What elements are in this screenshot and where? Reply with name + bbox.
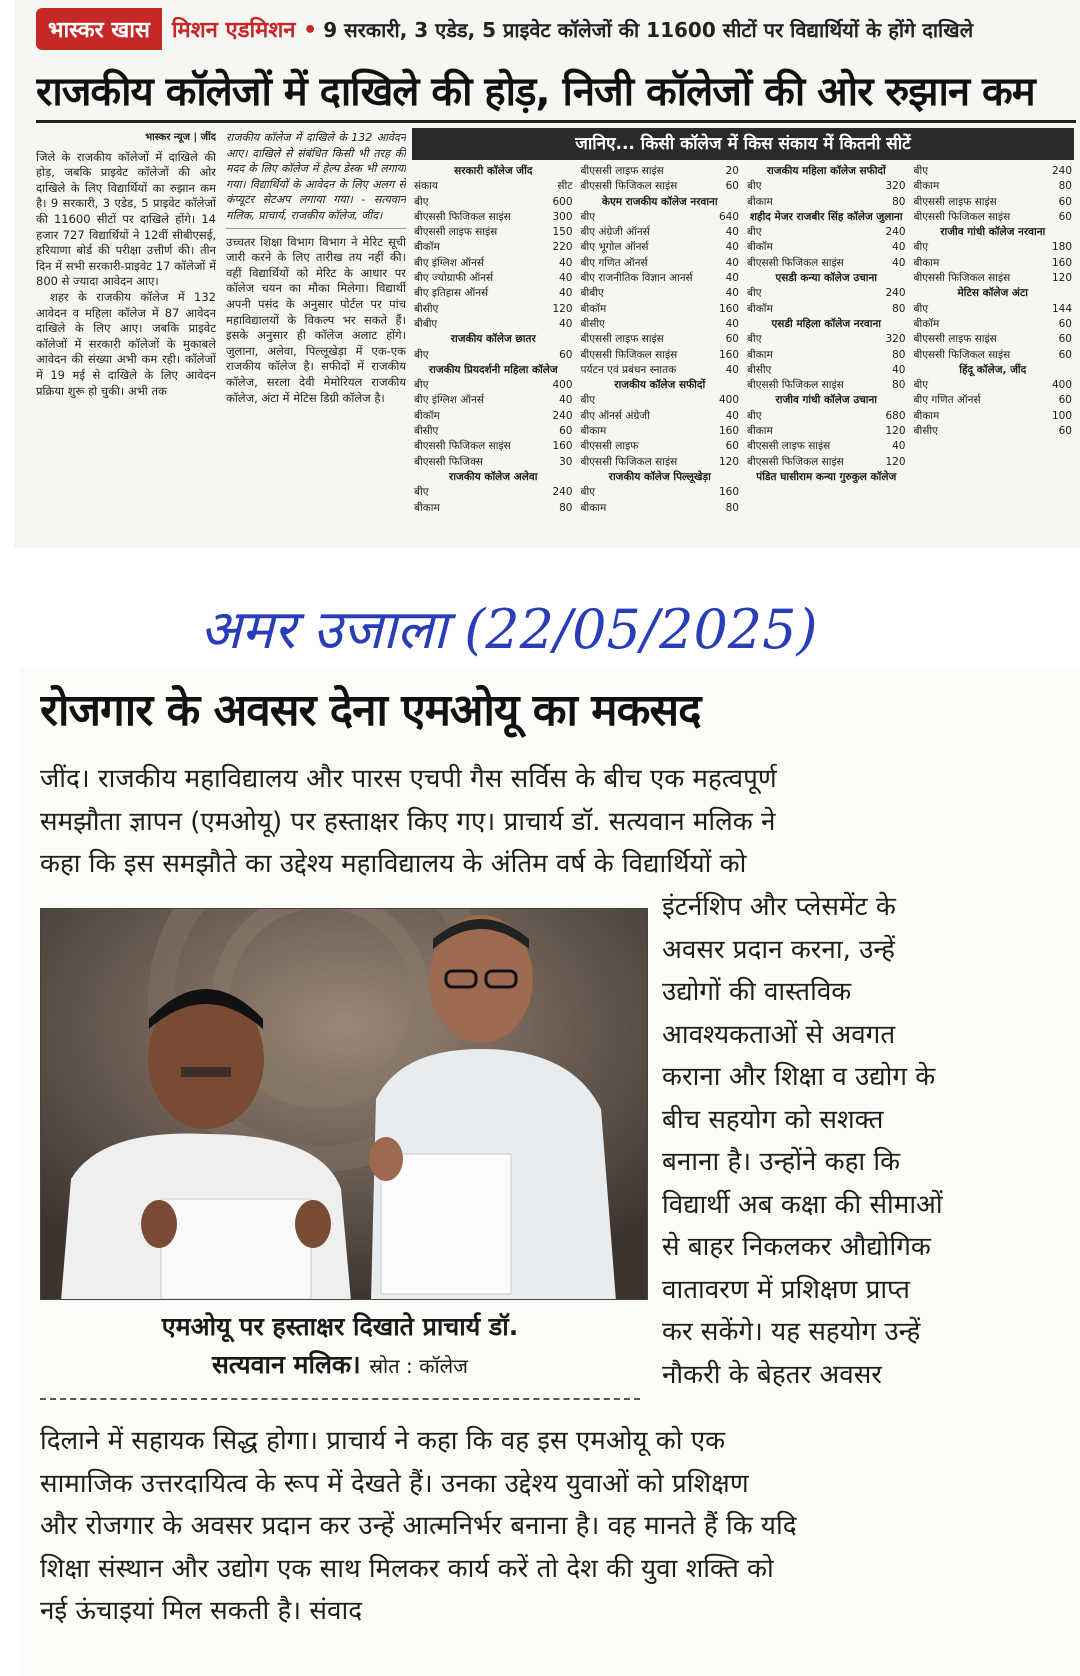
seat-row — [414, 240, 573, 255]
article-line: कहा कि इस समझौते का उद्देश्य महाविद्यालय के अंतिम वर्ष के विद्यार्थियों को — [40, 849, 747, 879]
course-name: बीकॉम — [747, 241, 773, 254]
seat-row — [414, 317, 573, 332]
seat-count: 400 — [552, 379, 573, 392]
seat-column — [414, 164, 573, 516]
college-heading: राजकीय कॉलेज सफीदों — [614, 379, 706, 392]
course-name: बीएससी फिजिक्स — [414, 455, 483, 468]
seat-row — [747, 348, 906, 363]
seat-count: 30 — [559, 455, 573, 468]
article-line: उद्योगों की वास्तविक — [662, 977, 852, 1007]
college-heading: राजकीय महिला कॉलेज सफीदों — [766, 165, 886, 177]
seat-row — [747, 179, 906, 194]
seat-row — [747, 302, 906, 317]
seat-count: 80 — [559, 501, 573, 514]
article-bottom-lines — [40, 1420, 1050, 1633]
seat-row — [914, 195, 1073, 210]
course-name: बीए — [580, 394, 596, 407]
seat-row — [414, 179, 573, 194]
seat-row — [914, 240, 1073, 255]
course-name: बीएससी लाइफ साइंस — [913, 195, 997, 208]
article-column-1 — [36, 130, 216, 540]
seat-row — [914, 302, 1073, 317]
seat-row — [914, 317, 1073, 332]
seat-count: 80 — [892, 348, 906, 361]
caption-line-2: सत्यवान मलिक। — [211, 1350, 361, 1379]
seat-count: 160 — [718, 348, 739, 361]
seat-row — [581, 501, 740, 516]
bhaskar-clipping — [14, 0, 1080, 548]
seat-row — [581, 393, 740, 408]
mou-photo — [40, 908, 648, 1300]
headline-divider — [36, 120, 1076, 123]
college-heading: राजकीय प्रियदर्शनी महिला कॉलेज — [428, 363, 558, 376]
seat-count: 60 — [559, 348, 573, 361]
tagline-bar — [36, 6, 1076, 52]
course-name: बीए — [580, 486, 596, 499]
seat-count: 40 — [725, 226, 739, 239]
course-name: बीसीए — [580, 317, 605, 330]
course-name: बीए — [747, 409, 762, 422]
seat-row — [747, 332, 906, 347]
seat-count: 60 — [1058, 317, 1072, 330]
bhaskar-khaas-tag: भास्कर खास — [36, 8, 162, 50]
article-side-lines — [662, 886, 1052, 1396]
course-name: बीएससी फिजिकल साइंस — [747, 256, 844, 269]
course-name: बीकॉम — [414, 241, 440, 254]
photo-illustration — [41, 909, 648, 1300]
course-name: बीकॉम — [580, 302, 607, 315]
course-name: पर्यटन एवं प्रबंधन स्नातक — [580, 363, 677, 376]
course-name: बीए ऑनर्स अंग्रेजी — [580, 409, 650, 422]
seat-row — [414, 455, 573, 470]
seat-count: 40 — [892, 440, 906, 453]
seat-count: 220 — [552, 241, 573, 254]
course-name: बीए गणित ऑनर्स — [913, 394, 981, 407]
seat-count: 40 — [559, 287, 573, 300]
seat-count: 240 — [552, 486, 573, 499]
seat-count: 320 — [885, 333, 906, 346]
seat-row — [414, 302, 573, 317]
seat-table-heading: जानिए... किसी कॉलेज में किस संकाय में कितनी सीटें — [412, 128, 1074, 160]
seat-row — [414, 439, 573, 454]
course-name: बीए — [580, 210, 596, 223]
course-name: बीए ज्योग्राफी ऑनर्स — [414, 272, 494, 285]
seat-row — [914, 378, 1073, 393]
seat-count: 80 — [1058, 180, 1072, 193]
article-line: इंटर्नशिप और प्लेसमेंट के — [662, 892, 896, 922]
seat-count: 120 — [885, 455, 906, 468]
seat-count: 180 — [1051, 241, 1072, 254]
seat-row — [914, 409, 1073, 424]
college-heading: केएम राजकीय कॉलेज नरवाना — [601, 195, 718, 208]
course-name: बीए — [747, 333, 762, 346]
course-name: बीकॉम — [414, 409, 440, 422]
seat-count: 40 — [892, 363, 906, 376]
article-line: समझौता ज्ञापन (एमओयू) पर हस्ताक्षर किए गए। प्राचार्य डॉ. सत्यवान मलिक ने — [40, 806, 776, 837]
course-name: बीए गणित ऑनर्स — [580, 256, 648, 269]
seat-row — [581, 179, 740, 194]
seat-row — [914, 179, 1073, 194]
seat-row — [414, 501, 573, 516]
seat-row — [581, 363, 740, 378]
course-name: संकाय — [414, 180, 438, 193]
article-line: दिलाने में सहायक सिद्ध होगा। प्राचार्य ने कहा कि वह इस एमओयू को एक — [40, 1426, 726, 1456]
course-name: बीकाम — [580, 425, 607, 438]
seat-count: 640 — [718, 210, 739, 223]
seat-row — [747, 363, 906, 378]
principal-quote: राजकीय कॉलेज में दाखिले के 132 आवेदन आए। दाखिले से संबंधित किसी भी तरह की मदद के लिए कॉलेज में हेल्प डेस्क भी लगाया गया। विद्यार्थियों के आवेदन के लिए अलग से कंप्यूटर सेटअप लगाया गया। - सत्यवान मलिक, प्राचार्य, राजकीय कॉलेज, जींद। — [226, 130, 406, 229]
college-heading: राजकीय कॉलेज छातर — [450, 333, 536, 346]
seat-count: 40 — [725, 363, 739, 376]
article-top-lines — [40, 758, 1050, 886]
seat-row — [581, 332, 740, 347]
course-name: बीकाम — [747, 348, 773, 361]
seat-count: 60 — [725, 440, 739, 453]
seat-count: 400 — [1051, 379, 1072, 392]
college-heading: मेटिस कॉलेज अंटा — [957, 287, 1028, 300]
course-name: बीए — [414, 486, 429, 499]
course-name: बीसीए — [414, 302, 439, 315]
course-name: बीए अंग्रेजी ऑनर्स — [580, 226, 650, 239]
article-line: और रोजगार के अवसर प्रदान कर उन्हें आत्मनिर्भर बनाना है। वह मानते हैं कि यदि — [40, 1511, 797, 1541]
article-line: नई ऊंचाइयां मिल सकती है। संवाद — [40, 1596, 362, 1626]
paragraph: शहर के राजकीय कॉलेज में 132 आवेदन व महिला कॉलेज में 87 आवेदन दाखिले के लिए आए। जबकि प्राइवेट कॉलेजों में सरकारी कॉलेजों के मुकाबले आवेदन की संख्या अभी कम रही। कॉलेजों में 19 मई से दाखिले के लिए आवेदन प्रक्रिया शुरू हो चुकी। अभी तक — [36, 289, 216, 398]
course-name: बीबीए — [580, 287, 604, 300]
seat-count: 40 — [725, 317, 739, 330]
seat-row — [914, 256, 1073, 271]
seat-count: 300 — [552, 210, 573, 223]
course-name: बीएससी लाइफ — [580, 440, 639, 453]
seat-row — [581, 485, 740, 500]
course-name: बीए — [414, 348, 429, 361]
seat-row — [914, 393, 1073, 408]
seat-row — [581, 271, 740, 286]
course-name: बीकॉम — [747, 302, 773, 315]
course-name: बीएससी फिजिकल साइंस — [580, 180, 678, 193]
seat-row — [747, 286, 906, 301]
course-name: बीए — [913, 241, 929, 254]
seat-count: 80 — [892, 302, 906, 315]
course-name: बीए — [747, 287, 762, 300]
seat-row — [414, 225, 573, 240]
course-name: बीएससी फिजिकल साइंस — [747, 379, 844, 392]
seat-row — [914, 348, 1073, 363]
article-line: कर सकेंगे। यह सहयोग उन्हें — [662, 1317, 921, 1347]
seat-count: 40 — [559, 272, 573, 285]
caption-divider — [40, 1398, 640, 1400]
course-name: बीएससी लाइफ साइंस — [580, 165, 664, 177]
seat-row — [414, 210, 573, 225]
seat-count: 20 — [725, 165, 739, 177]
seat-count: 150 — [552, 226, 573, 239]
college-heading: एसडी कन्या कॉलेज उचाना — [775, 272, 878, 285]
seat-row — [747, 378, 906, 393]
seat-count: 40 — [892, 256, 906, 269]
seat-count: 160 — [718, 486, 739, 499]
article-line: नौकरी के बेहतर अवसर — [662, 1359, 882, 1390]
seat-row — [414, 348, 573, 363]
course-name: बीए राजनीतिक विज्ञान आनर्स — [580, 272, 693, 285]
course-name: बीए इंग्लिश ऑनर्स — [414, 394, 484, 407]
seat-count: 40 — [725, 409, 739, 422]
seat-row — [581, 302, 740, 317]
seat-count: 40 — [559, 394, 573, 407]
seat-row — [747, 439, 906, 454]
seat-count: 60 — [559, 425, 573, 438]
seat-count: 160 — [718, 425, 739, 438]
seat-count: 160 — [718, 302, 739, 315]
seat-count: 120 — [718, 455, 739, 468]
course-name: बीएससी फिजिकल साइंस — [580, 455, 678, 468]
seat-count: 60 — [725, 180, 739, 193]
course-name: बीएससी फिजिकल साइंस — [414, 440, 511, 453]
mission-admission-tag: मिशन एडमिशन • — [171, 18, 318, 43]
course-name: बीकाम — [414, 501, 440, 514]
seat-column — [747, 164, 906, 516]
course-name: बीए इंग्लिश ऑनर्स — [414, 256, 484, 269]
seat-row — [414, 286, 573, 301]
article-line: से बाहर निकलकर औद्योगिक — [662, 1232, 931, 1262]
course-name: बीकाम — [747, 425, 773, 438]
article-line: अवसर प्रदान करना, उन्हें — [662, 934, 895, 965]
seat-column — [581, 164, 740, 516]
seat-count: 160 — [552, 440, 573, 453]
seat-row — [747, 409, 906, 424]
seat-count: 60 — [1058, 195, 1072, 208]
seat-row — [581, 286, 740, 301]
course-name: बीए भूगोल ऑनर्स — [580, 241, 649, 254]
seat-row — [414, 256, 573, 271]
seat-row — [747, 225, 906, 240]
seat-count: 60 — [1058, 425, 1072, 438]
college-heading: राजीव गांधी कॉलेज नरवाना — [940, 226, 1046, 239]
course-name: बीएससी फिजिकल साइंस — [913, 272, 1011, 285]
course-name: बीएससी फिजिकल साइंस — [747, 455, 844, 468]
course-name: बीकॉम — [913, 317, 940, 330]
seat-row — [414, 271, 573, 286]
course-name: बीए — [747, 226, 762, 239]
seat-count: 60 — [1058, 333, 1072, 346]
article-line: जींद। राजकीय महाविद्यालय और पारस एचपी गैस सर्विस के बीच एक महत्वपूर्ण — [40, 764, 777, 794]
seat-row — [414, 378, 573, 393]
seat-count: 144 — [1051, 302, 1072, 315]
seat-count: 60 — [725, 333, 739, 346]
seat-row — [581, 225, 740, 240]
seat-row — [414, 424, 573, 439]
seat-count: 240 — [552, 409, 573, 422]
headline-mou: रोजगार के अवसर देना एमओयू का मकसद — [40, 685, 701, 736]
course-name: बीए — [747, 180, 762, 193]
seat-row — [747, 424, 906, 439]
course-name: बीकाम — [580, 501, 607, 514]
handwritten-source-note: अमर उजाला (22/05/2025) — [200, 598, 818, 661]
course-name: बीए — [913, 302, 929, 315]
college-heading: हिंदू कॉलेज, जींद — [959, 363, 1027, 376]
seat-row — [581, 409, 740, 424]
amar-ujala-clipping — [20, 668, 1080, 1676]
course-name: बीकाम — [747, 195, 773, 208]
seat-count: 240 — [885, 287, 906, 300]
course-name: बीए — [913, 165, 929, 177]
seat-count: 40 — [559, 317, 573, 330]
course-name: बीएससी लाइफ साइंस — [913, 333, 997, 346]
college-heading: राजकीय कॉलेज अलेवा — [449, 470, 538, 483]
college-heading: शहीद मेजर राजबीर सिंह कॉलेज जुलाना — [749, 210, 903, 223]
seat-count: 120 — [1051, 272, 1072, 285]
course-name: बीएससी फिजिकल साइंस — [913, 348, 1011, 361]
caption-line-1: एमओयू पर हस्ताक्षर दिखाते प्राचार्य डॉ. — [161, 1312, 519, 1341]
course-name: बीकाम — [913, 409, 940, 422]
seat-count: 100 — [1051, 409, 1072, 422]
article-line: शिक्षा संस्थान और उद्योग एक साथ मिलकर कार्य करें तो देश की युवा शक्ति को — [40, 1553, 774, 1584]
seat-row — [914, 332, 1073, 347]
seat-row — [414, 409, 573, 424]
course-name: बीएससी लाइफ साइंस — [580, 333, 664, 346]
seat-row — [581, 317, 740, 332]
seat-count: 40 — [725, 241, 739, 254]
seat-row — [747, 195, 906, 210]
seat-row — [581, 240, 740, 255]
article-line: विद्यार्थी अब कक्षा की सीमाओं — [662, 1189, 943, 1220]
college-heading: राजकीय कॉलेज पिल्लूखेड़ा — [608, 470, 711, 483]
seat-row — [914, 164, 1073, 179]
caption-source: स्रोत : कॉलेज — [369, 1354, 469, 1378]
article-column-2 — [226, 130, 406, 540]
course-name: बीए इतिहास ऑनर्स — [414, 287, 489, 300]
seat-count: 40 — [725, 256, 739, 269]
article-line: बनाना है। उन्होंने कहा कि — [662, 1147, 901, 1177]
seat-count: 40 — [559, 256, 573, 269]
seat-row — [581, 439, 740, 454]
course-name: बीएससी फिजिकल साइंस — [414, 210, 511, 223]
seat-row — [914, 424, 1073, 439]
seat-count: 120 — [885, 425, 906, 438]
headline-admission: राजकीय कॉलेजों में दाखिले की होड़, निजी कॉलेजों की ओर रुझान कम — [36, 69, 1035, 115]
course-name: बीएससी फिजिकल साइंस — [580, 348, 678, 361]
seat-count: 80 — [892, 195, 906, 208]
paragraph: जिले के राजकीय कॉलेजों में दाखिले की होड़, जबकि प्राइवेट कॉलेजों की ओर दाखिले के लिए विद्यार्थियों का रुझान कम है। 9 सरकारी, 3 एडेड, 5 प्राइवेट कॉलेजों की 11600 सीटों पर दाखिले होंगे। 14 हजार 727 विद्यार्थियों ने 12वीं सीबीएसई, हरियाणा बोर्ड की परीक्षा उत्तीर्ण की। तीन दिन में सभी सरकारी-प्राइवेट 17 कॉलेजों में 800 से ज्यादा आवेदन आए। — [36, 149, 216, 289]
seat-count: 680 — [885, 409, 906, 422]
seat-count: 80 — [892, 379, 906, 392]
course-name: बीएससी लाइफ साइंस — [414, 226, 498, 239]
article-line: वातावरण में प्रशिक्षण प्राप्त — [662, 1274, 910, 1305]
seat-count: 40 — [725, 272, 739, 285]
article-line: सामाजिक उत्तरदायित्व के रूप में देखते हैं। उनका उद्देश्य युवाओं को प्रशिक्षण — [40, 1468, 749, 1499]
seat-row — [581, 256, 740, 271]
course-name: बीएससी फिजिकल साइंस — [913, 210, 1011, 223]
course-name: बीए — [913, 379, 929, 392]
seat-row — [581, 455, 740, 470]
seat-count: सीट — [557, 180, 573, 193]
article-line: बीच सहयोग को सशक्त — [662, 1104, 884, 1135]
seat-row — [914, 210, 1073, 225]
article-line: आवश्यकताओं से अवगत — [662, 1019, 896, 1050]
course-name: बीए — [414, 195, 429, 208]
course-name: बीएससी लाइफ साइंस — [747, 440, 831, 453]
seat-row — [581, 424, 740, 439]
seat-count: 400 — [718, 394, 739, 407]
seat-row — [581, 210, 740, 225]
course-name: बीबीए — [414, 317, 438, 330]
seat-count: 40 — [725, 287, 739, 300]
seat-row — [914, 271, 1073, 286]
seat-count: 80 — [725, 501, 739, 514]
seat-count: 600 — [552, 195, 573, 208]
course-name: बीकाम — [913, 180, 940, 193]
seat-column — [914, 164, 1073, 516]
college-heading: पंडित घासीराम कन्या गुरुकुल कॉलेज — [756, 470, 897, 483]
seat-count: 60 — [1058, 394, 1072, 407]
seat-count: 40 — [892, 241, 906, 254]
course-name: बीए — [414, 379, 429, 392]
seat-row — [581, 164, 740, 179]
photo-caption — [40, 1308, 640, 1385]
seat-count: 240 — [1051, 165, 1072, 177]
seat-row — [414, 393, 573, 408]
seat-row — [581, 348, 740, 363]
seat-table-columns — [412, 160, 1074, 520]
seat-row — [747, 455, 906, 470]
seat-row — [414, 485, 573, 500]
paragraph: उच्चतर शिक्षा विभाग विभाग ने मेरिट सूची जारी करने के लिए तारीख तय नहीं की। वहीं विद्यार्थियों को मेरिट के आधार पर कॉलेज चयन का मौका मिलेगा। विद्यार्थी अपनी पसंद के अनुसार पोर्टल पर पांच महाविद्यालयों के विकल्प भर सकते हैं। इसके अनुसार ही कॉलेज अलाट होंगे। जुलाना, अलेवा, पिल्लूखेड़ा में एक-एक राजकीय कॉलेज है। सफीदों में राजकीय कॉलेज, सरला देवी मेमोरियल राजकीय कॉलेज, अंटा में मेटिस डिग्री कॉलेज है। — [226, 234, 406, 405]
seat-count: 120 — [552, 302, 573, 315]
seat-count: 60 — [1058, 210, 1072, 223]
seat-count: 320 — [885, 180, 906, 193]
course-name: बीसीए — [414, 425, 439, 438]
article-line: कराना और शिक्षा व उद्योग के — [662, 1062, 936, 1092]
seat-table — [412, 128, 1074, 544]
seat-row — [747, 256, 906, 271]
tagline-text: 9 सरकारी, 3 एडेड, 5 प्राइवेट कॉलेजों की 11600 सीटों पर विद्यार्थियों के होंगे दाखिले — [323, 17, 974, 42]
course-name: बीसीए — [913, 425, 938, 438]
college-heading: राजीव गांधी कॉलेज उचाना — [775, 394, 878, 407]
college-heading: एसडी महिला कॉलेज नरवाना — [771, 317, 882, 330]
course-name: बीकाम — [913, 256, 940, 269]
course-name: बीसीए — [747, 363, 772, 376]
college-heading: सरकारी कॉलेज जींद — [454, 165, 533, 177]
seat-count: 60 — [1058, 348, 1072, 361]
seat-count: 160 — [1051, 256, 1072, 269]
byline: भास्कर न्यूज | जींद — [145, 132, 216, 143]
seat-count: 240 — [885, 226, 906, 239]
seat-row — [414, 195, 573, 210]
seat-row — [747, 240, 906, 255]
